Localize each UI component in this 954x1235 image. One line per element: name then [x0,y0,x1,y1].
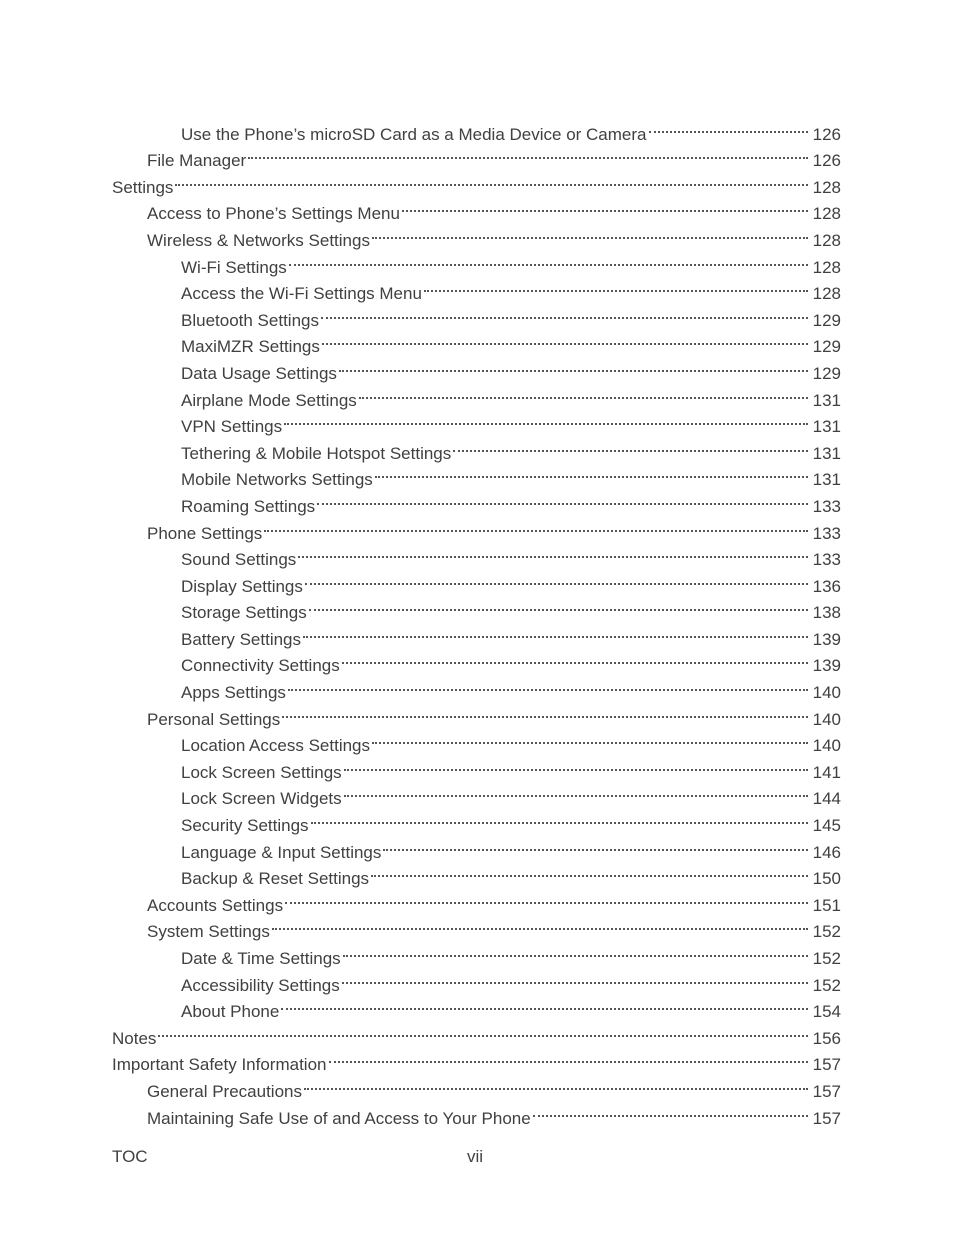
toc-entry-page-number: 154 [812,1002,841,1022]
toc-entry-title: Storage Settings [181,603,307,623]
dot-leader [264,512,808,539]
dot-leader [281,991,808,1018]
toc-entry-page-number: 140 [812,709,841,729]
dot-leader [453,432,808,459]
toc-entry-title: General Precautions [147,1081,302,1101]
toc-entry-title: Bluetooth Settings [181,310,319,330]
toc-entry-title: Tethering & Mobile Hotspot Settings [181,443,452,463]
toc-entry-title: Wi-Fi Settings [181,257,287,277]
toc-entry-title: Personal Settings [147,709,281,729]
page-footer [112,1145,841,1169]
toc-entry-page-number: 156 [812,1028,841,1048]
dot-leader [342,964,808,991]
toc-entry-page-number: 145 [812,816,841,836]
toc-entry-title: Use the Phone’s microSD Card as a Media Device or Camera [181,124,647,144]
toc-entry-page-number: 128 [812,177,841,197]
toc-entry-page-number: 128 [812,230,841,250]
dot-leader [402,193,808,220]
dot-leader [284,406,808,433]
toc-entry-title: Apps Settings [181,683,286,703]
toc-entry-page-number: 157 [812,1108,841,1128]
toc-entry-title: Maintaining Safe Use of and Access to Your Phone [147,1108,531,1128]
toc-entry-page-number: 126 [812,124,841,144]
toc-entry[interactable] [112,1017,841,1048]
toc-entry-page-number: 131 [812,390,841,410]
toc-entry-title: Roaming Settings [181,496,316,516]
dot-leader [339,352,808,379]
toc-entry-page-number: 152 [812,949,841,968]
toc-entry-page-number: 146 [812,842,841,862]
toc-entry-title: Backup & Reset Settings [181,869,370,889]
dot-leader [383,831,808,858]
toc-entry-page-number: 128 [812,257,841,277]
toc-entry-title: Sound Settings [181,550,297,570]
toc-entry[interactable] [112,166,841,197]
toc-entry[interactable] [112,1044,841,1075]
toc-entry-title: Mobile Networks Settings [181,470,373,490]
dot-leader [329,1044,809,1071]
dot-leader [322,326,808,353]
toc-entry-page-number: 139 [812,656,841,676]
dot-leader [372,219,808,246]
toc-entry-title: Wireless & Networks Settings [147,230,370,250]
toc-entry-page-number: 140 [812,736,841,756]
toc-entry-title: Accounts Settings [147,895,284,915]
toc-entry-title: Important Safety Information [112,1055,327,1075]
dot-leader [317,485,808,512]
toc-entry-title: Airplane Mode Settings [181,390,357,410]
footer-section-label: TOC [112,1147,148,1166]
toc-entry-title: Access the Wi-Fi Settings Menu [181,284,422,304]
toc-entry-page-number: 152 [812,975,841,995]
dot-leader [282,698,808,725]
toc-entry-page-number: 152 [812,922,841,942]
toc-entry-page-number: 133 [812,550,841,570]
toc-entry-title: Display Settings [181,576,303,596]
dot-leader [344,778,808,805]
dot-leader [305,565,808,592]
toc-entry-title: Lock Screen Settings [181,762,342,782]
toc-entry-page-number: 136 [812,576,841,596]
dot-leader [309,592,808,619]
footer-page-number: vii [467,1147,484,1166]
dot-leader [371,858,808,885]
dot-leader [343,937,808,964]
dot-leader [311,804,808,831]
toc-entry-page-number: 131 [812,470,841,490]
toc-entry-title: About Phone [181,1002,280,1022]
toc-entry-title: Phone Settings [147,523,263,543]
toc-entry-page-number: 157 [812,1081,841,1101]
toc-entry-page-number: 140 [812,683,841,703]
toc-entry-page-number: 128 [812,284,841,304]
toc-entry-page-number: 150 [812,869,841,889]
dot-leader [248,140,808,167]
dot-leader [303,618,808,645]
toc-entry-page-number: 141 [812,762,841,782]
dot-leader [649,113,809,140]
dot-leader [321,299,808,326]
toc-entry-page-number: 138 [812,603,841,623]
dot-leader [272,911,808,938]
toc-entry-title: Settings [112,177,174,197]
toc-entry-title: Access to Phone’s Settings Menu [147,204,400,224]
toc-entry-title: MaxiMZR Settings [181,337,320,357]
toc-entry-title: System Settings [147,922,270,942]
toc-entry-title: Location Access Settings [181,736,371,756]
toc-entry-page-number: 144 [812,789,841,809]
toc-entry-page-number: 133 [812,496,841,516]
toc-entry-title: Battery Settings [181,629,302,649]
toc-entry-title: Date & Time Settings [181,949,341,968]
toc-entry-title: Security Settings [181,816,309,836]
toc-entry-page-number: 151 [812,895,841,915]
toc-entry-page-number: 131 [812,443,841,463]
dot-leader [175,166,808,193]
toc-entry-page-number: 129 [812,310,841,330]
toc-entry-page-number: 128 [812,204,841,224]
toc-entry-title: File Manager [147,151,247,171]
dot-leader [424,273,808,300]
toc-entry-page-number: 126 [812,151,841,171]
dot-leader [344,751,808,778]
toc-entry-page-number: 129 [812,337,841,357]
toc-entry-title: VPN Settings [181,417,283,437]
toc-entry[interactable] [112,113,841,144]
dot-leader [304,1070,808,1097]
toc-entry-page-number: 139 [812,629,841,649]
dot-leader [288,671,808,698]
toc-entry-page-number: 133 [812,523,841,543]
dot-leader [289,246,808,273]
toc-entry-title: Lock Screen Widgets [181,789,342,809]
dot-leader [285,884,808,911]
dot-leader [298,539,808,566]
toc-entry-title: Connectivity Settings [181,656,340,676]
table-of-contents [112,113,841,1128]
dot-leader [158,1017,808,1044]
toc-entry-page-number: 131 [812,417,841,437]
dot-leader [375,459,808,486]
toc-entry-title: Data Usage Settings [181,363,337,383]
dot-leader [372,725,808,752]
dot-leader [359,379,808,406]
toc-entry-page-number: 157 [812,1055,841,1075]
toc-entry-title: Notes [112,1028,157,1048]
dot-leader [342,645,808,672]
dot-leader [533,1097,808,1124]
toc-entry[interactable] [112,193,841,224]
toc-entry-page-number: 129 [812,363,841,383]
toc-entry-title: Accessibility Settings [181,975,340,995]
toc-entry-title: Language & Input Settings [181,842,382,862]
